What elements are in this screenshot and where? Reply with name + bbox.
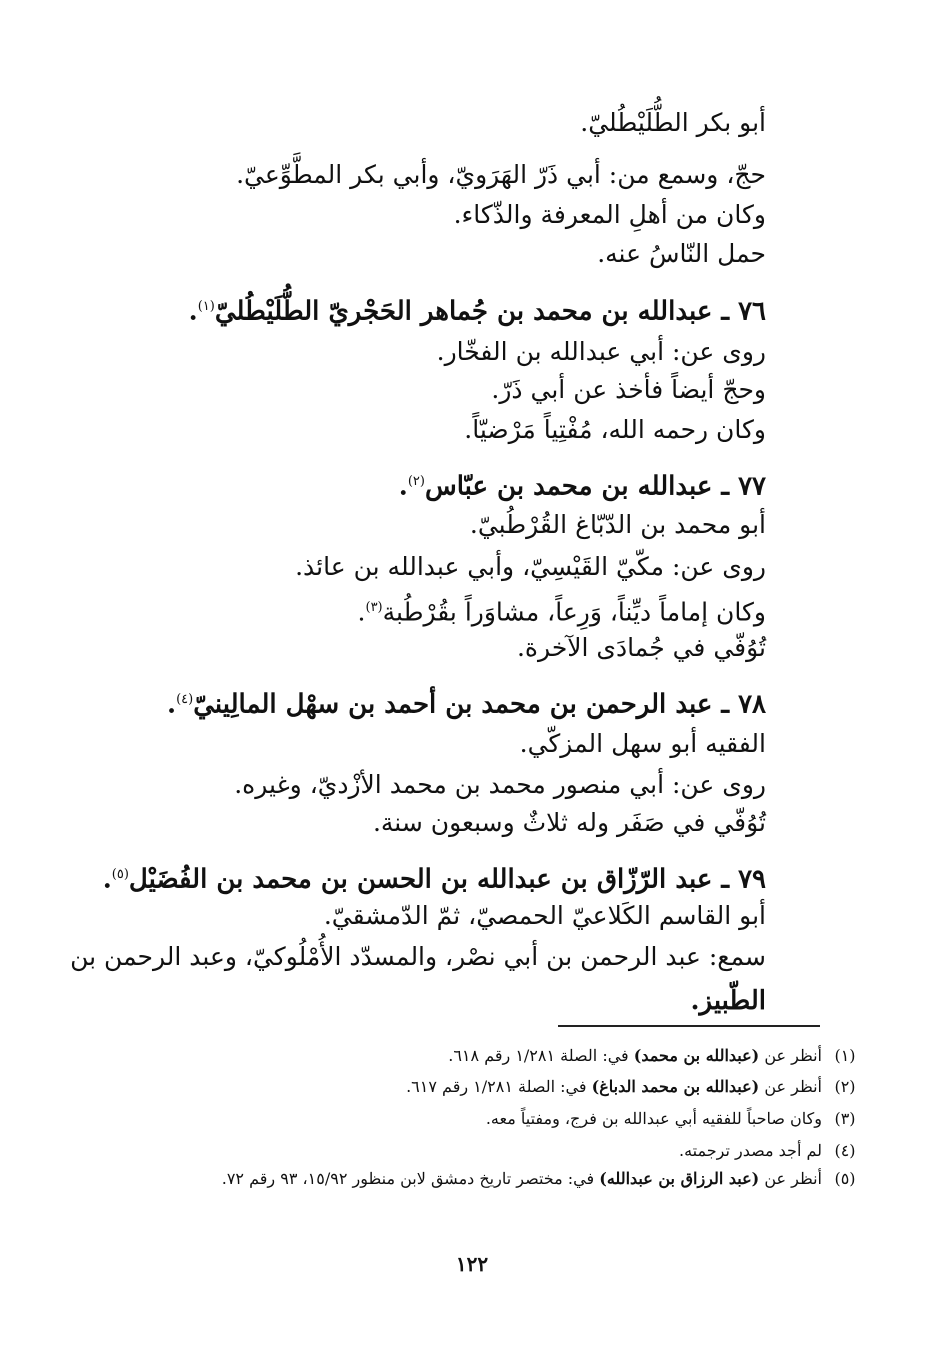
text-line: حجّ، وسمع من: أبي ذَرّ الهَرَويّ، وأبي بكر المطَّوِّعيّ. [236,160,766,189]
page-number: ١٢٢ [455,1252,489,1276]
heading-end: . [188,296,198,327]
heading-end: . [167,689,177,720]
entry-76-heading [136,287,766,332]
entry-heading-text: ٧٨ ـ عبد الرحمن بن محمد بن أحمد بن سهْل المالِينيّ [193,689,766,720]
footnote-5 [107,1164,856,1194]
text-end: . [357,597,366,627]
text-line: الفقيه أبو سهل المزكّي. [519,729,766,758]
text-line: روى عن: مكّيّ القَيْسِيّ، وأبي عبدالله بن عائذ. [295,552,766,581]
text-line: وكان من أهلِ المعرفة والذّكاء. [453,200,766,229]
footnote-ref[interactable]: (٥) [111,867,129,882]
footnote-text: في: الصلة ١/٢٨١ رقم ٦١٧. [406,1077,587,1096]
text-line: أبو القاسم الكَلاعيّ الحمصيّ، ثمّ الدّمشقيّ. [323,901,766,930]
text-line: أبو محمد بن الدّبّاغ القُرْطُبيّ. [469,510,766,539]
entry-78-heading [136,680,766,725]
footnote-bold: (عبدالله بن محمد) [633,1046,760,1065]
heading-end: . [102,864,112,895]
footnote-ref[interactable]: (٢) [407,474,425,489]
footnote-divider [558,1025,820,1027]
footnote-text: وكان صاحباً للفقيه أبي عبدالله بن فرج، ومفتياً معه. [485,1109,822,1128]
footnote-number: (٤) [834,1141,856,1160]
text-line: أبو بكر الطُّلَيْطُليّ. [580,108,766,137]
footnote-text: أنظر عن [764,1077,822,1096]
footnote-bold: (عبد الرزاق بن عبدالله) [599,1169,760,1188]
footnote-ref[interactable]: (٤) [176,692,194,707]
entry-77-heading [136,462,766,507]
text-line: وحجّ أيضاً فأخذ عن أبي ذَرّ. [491,375,766,404]
heading-end: . [398,471,408,502]
footnote-text: أنظر عن [764,1046,822,1065]
entry-heading-text: ٧٧ ـ عبدالله بن محمد بن عبّاس [424,471,766,502]
footnote-text: في: مختصر تاريخ دمشق لابن منظور ١٥/٩٢، ٩٣ رقم ٧٢. [221,1169,595,1188]
footnote-bold: (عبدالله بن محمد الدباغ) [591,1077,760,1096]
footnote-ref[interactable]: (٣) [365,600,383,615]
text-line [136,588,766,632]
footnote-number: (٣) [834,1109,856,1128]
text-line: وكان رحمه الله، مُفْتِياً مَرْضيّاً. [464,415,766,444]
entry-heading-text: ٧٦ ـ عبدالله بن محمد بن جُماهر الحَجْريّ الطُّلَيْطُليّ [214,296,766,327]
text-line: روى عن: أبي عبدالله بن الفخّار. [436,337,766,366]
footnote-number: (٢) [834,1077,856,1096]
footnote-text: لم أجد مصدر ترجمته. [679,1141,822,1160]
entry-heading-text: ٧٩ ـ عبد الرّزّاق بن عبدالله بن الحسن بن محمد بن الفُضَيْل [128,864,766,895]
text-line: تُوُفّي في جُمادَى الآخرة. [516,633,766,662]
text-line: الطّبيز. [690,986,766,1016]
footnote-ref[interactable]: (١) [197,299,215,314]
footnote-2 [107,1073,856,1101]
footnote-3 [107,1105,856,1133]
footnote-4 [107,1137,856,1165]
text-line: تُوُفّي في صَفَر وله ثلاثٌ وسبعون سنة. [372,808,766,837]
footnote-number: (٥) [834,1169,856,1188]
text-line: حمل النّاسُ عنه. [597,239,766,268]
footnote-text: أنظر عن [764,1169,822,1188]
text-span: وكان إماماً ديِّناً، وَرِعاً، مشاوَراً بقُرْطُبة [382,597,766,627]
text-line: سمع: عبد الرحمن بن أبي نصْر، والمسدّد الأُمْلُوكيّ، وعبد الرحمن بن [70,942,766,971]
footnote-1 [107,1042,856,1070]
entry-79-heading [102,855,766,900]
footnote-text: في: الصلة ١/٢٨١ رقم ٦١٨. [448,1046,629,1065]
footnote-number: (١) [834,1046,856,1065]
text-line: روى عن: أبي منصور محمد بن محمد الأزْديّ، وغيره. [234,770,766,799]
